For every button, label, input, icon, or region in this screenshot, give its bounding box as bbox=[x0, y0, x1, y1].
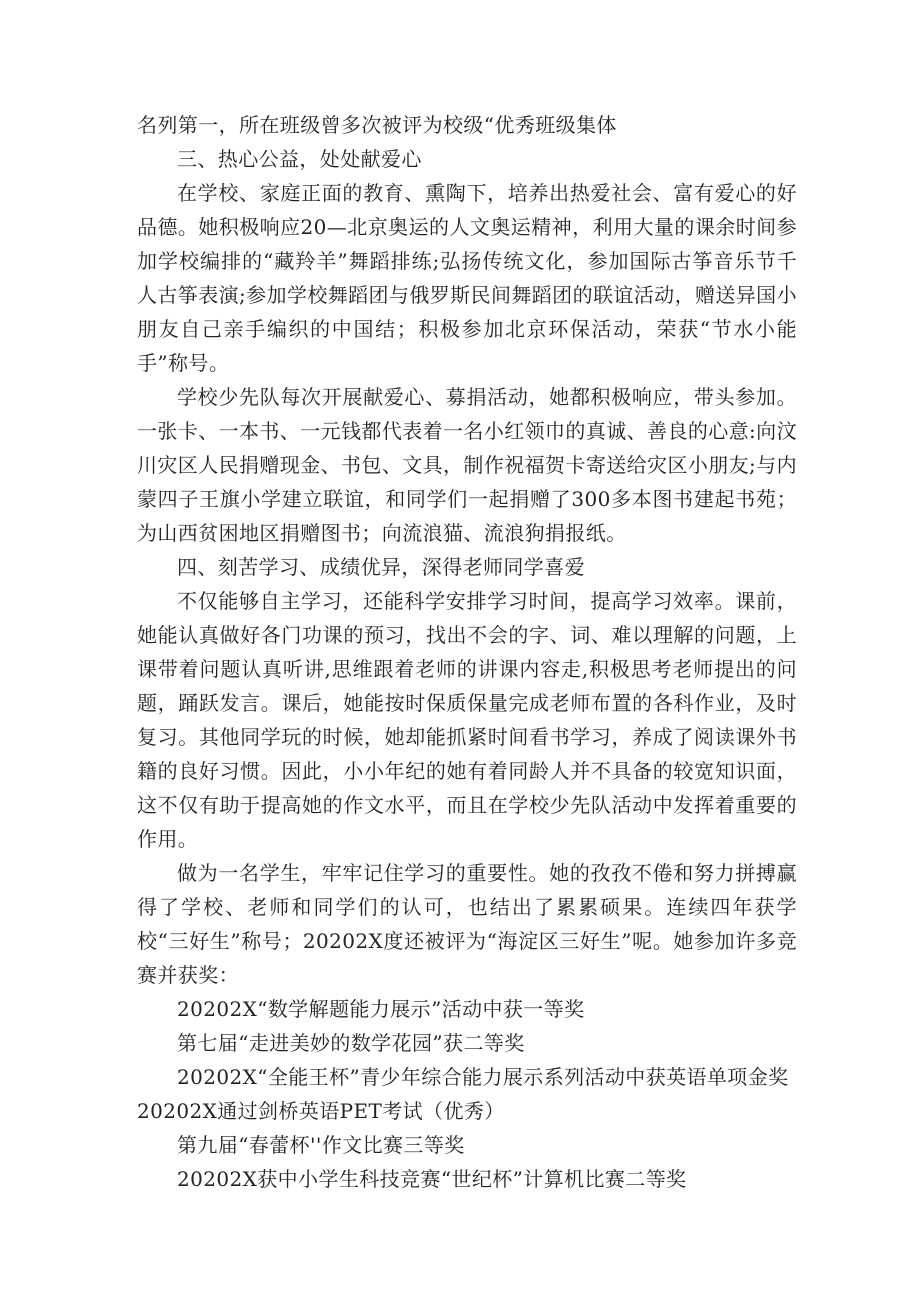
paragraph-achievements: 做为一名学生，牢牢记住学习的重要性。她的孜孜不倦和努力拼搏赢得了学校、老师和同学们的认可，也结出了累累硕果。连续四年获学校“三好生”称号；20202X度还被评为“海淀区三好生”呢。她参加许多竞赛并获奖： bbox=[137, 861, 797, 987]
document-body bbox=[137, 108, 797, 1196]
paragraph-public-welfare: 在学校、家庭正面的教育、熏陶下，培养出热爱社会、富有爱心的好品德。她积极响应20—北京奥运的人文奥运精神，利用大量的课余时间参加学校编排的“藏羚羊”舞蹈排练;弘扬传统文化，参加国际古筝音乐节千人古筝表演;参加学校舞蹈团与俄罗斯民间舞蹈团的联谊活动，赠送异国小朋友自己亲手编织的中国结；积极参加北京环保活动，荣获“节水小能手”称号。 bbox=[137, 181, 797, 375]
award-item: 20202X通过剑桥英语PET考试（优秀） bbox=[137, 1099, 505, 1123]
award-item: 20202X“全能王杯”青少年综合能力展示系列活动中获英语单项金奖 bbox=[177, 1065, 789, 1089]
award-item: 20202X获中小学生科技竞赛“世纪杯”计算机比赛二等奖 bbox=[177, 1167, 687, 1191]
section-heading-3: 三、热心公益，处处献爱心 bbox=[177, 147, 422, 171]
paragraph-study-habits: 不仅能够自主学习，还能科学安排学习时间，提高学习效率。课前，她能认真做好各门功课的预习，找出不会的字、词、难以理解的问题，上课带着问题认真听讲,思维跟着老师的讲课内容走,积极思考老师提出的问题，踊跃发言。课后，她能按时保质保量完成老师布置的各科作业，及时复习。其他同学玩的时候，她却能抓紧时间看书学习，养成了阅读课外书籍的良好习惯。因此，小小年纪的她有着同龄人并不具备的较宽知识面，这不仅有助于提高她的作文水平，而且在学校少先队活动中发挥着重要的作用。 bbox=[137, 589, 797, 851]
section-heading-4: 四、刻苦学习、成绩优异，深得老师同学喜爱 bbox=[177, 555, 585, 579]
award-item: 第七届“走进美妙的数学花园”获二等奖 bbox=[177, 1031, 525, 1055]
award-item: 第九届“春蕾杯''作文比赛三等奖 bbox=[177, 1133, 465, 1157]
paragraph-donations: 学校少先队每次开展献爱心、募捐活动，她都积极响应，带头参加。一张卡、一本书、一元钱都代表着一名小红领巾的真诚、善良的心意:向汶川灾区人民捐赠现金、书包、文具，制作祝福贺卡寄送给灾区小朋友;与内蒙四子王旗小学建立联谊，和同学们一起捐赠了300多本图书建起书苑；为山西贫困地区捐赠图书；向流浪猫、流浪狗捐报纸。 bbox=[137, 385, 797, 545]
award-item: 20202X“数学解题能力展示”活动中获一等奖 bbox=[177, 997, 585, 1021]
paragraph-continuation: 名列第一，所在班级曾多次被评为校级“优秀班级集体 bbox=[137, 113, 617, 137]
